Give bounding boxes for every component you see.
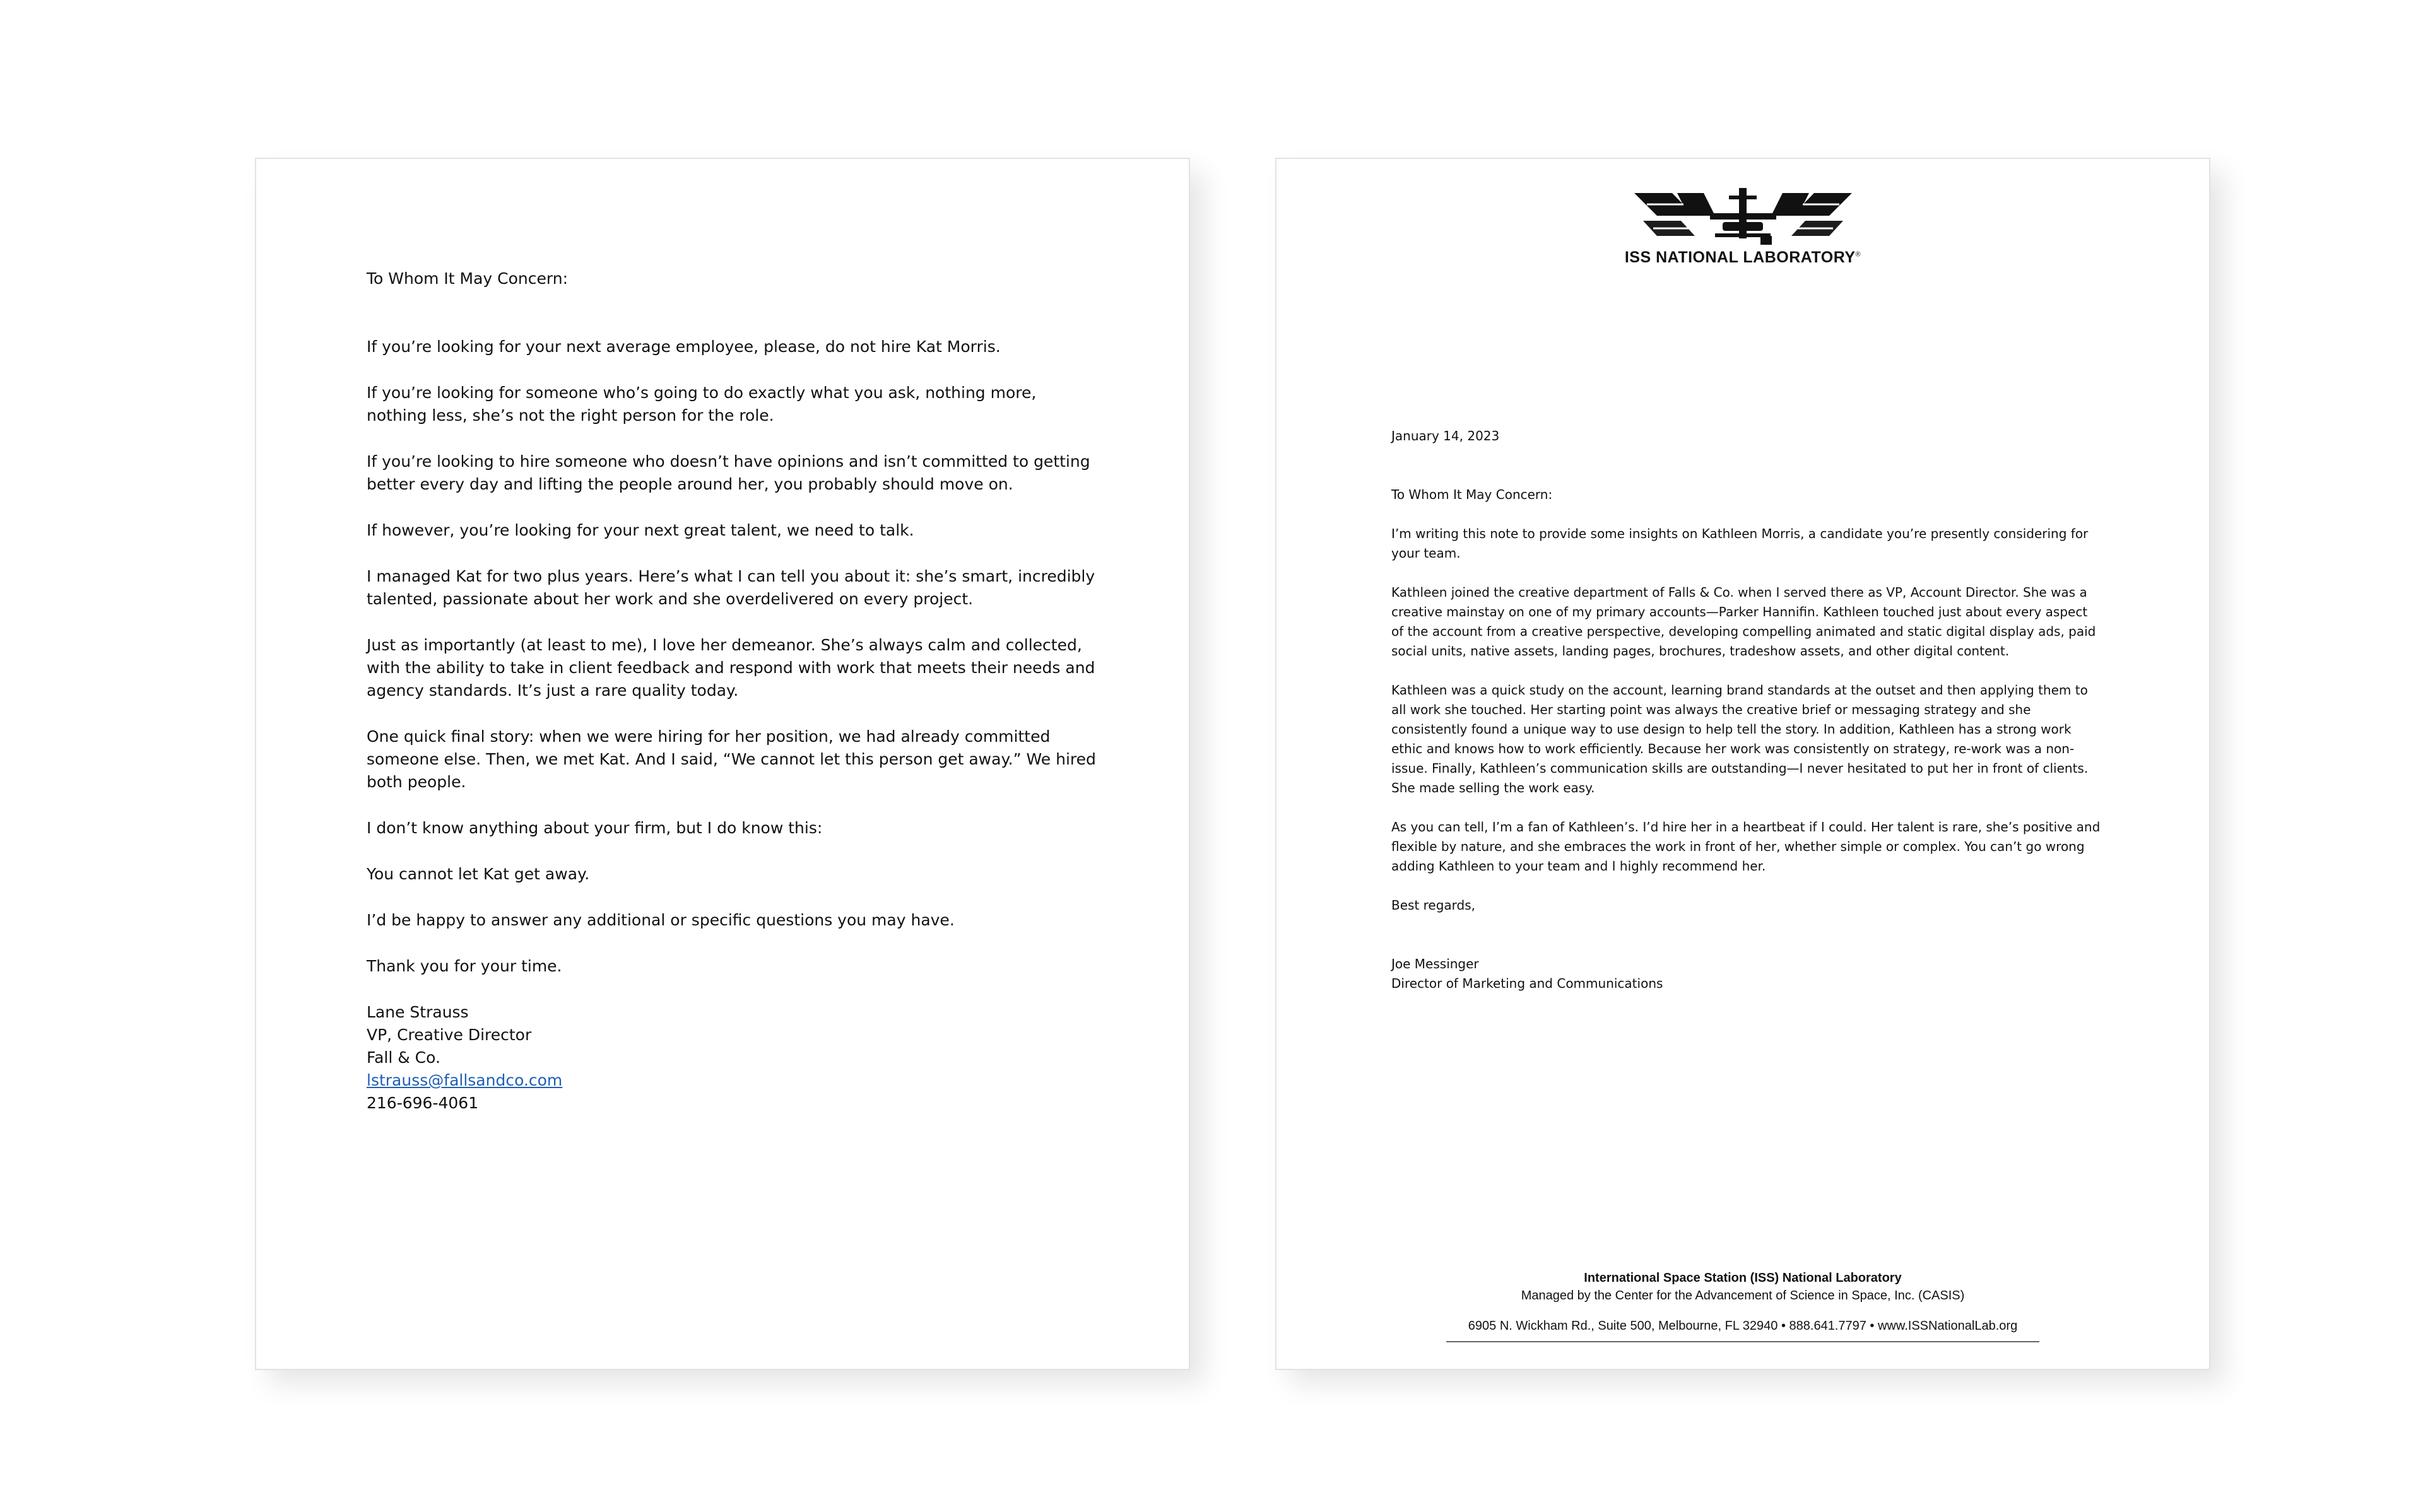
letter-date: January 14, 2023 bbox=[1391, 428, 1500, 443]
paragraph: If you’re looking for your next average employee, please, do not hire Kat Morris. bbox=[367, 337, 1001, 356]
paragraph: Just as importantly (at least to me), I love her demeanor. She’s always calm and collected, with the ability to take in client feedback and respond with work that meets their needs and agency standards. It’s just a rare quality today. bbox=[367, 636, 1095, 700]
logo-wordmark: ISS NATIONAL LABORATORY® bbox=[1624, 249, 1861, 266]
paragraph: One quick final story: when we were hiring for her position, we had already committed someone else. Then, we met Kat. And I said, “We cannot let this person get away.” We hired both people. bbox=[367, 727, 1096, 791]
signature-title: Director of Marketing and Communications bbox=[1391, 976, 1663, 991]
salutation: To Whom It May Concern: bbox=[367, 269, 569, 288]
footer-address: 6905 N. Wickham Rd., Suite 500, Melbourne, FL 32940 • 888.641.7797 • www.ISSNationalLab.org bbox=[1468, 1319, 2018, 1333]
paragraph: Thank you for your time. bbox=[367, 957, 562, 975]
recommendation-letter-joe-messinger bbox=[1275, 158, 2210, 1370]
paragraph: Kathleen joined the creative department of Falls & Co. when I served there as VP, Account Director. She was a creative mainstay on one of my primary accounts—Parker Hannifin. Kathleen touched just about every aspect of the account from a creative perspective, developing compelling animated and static digital display ads, paid social units, native assets, landing pages, brochures, tradeshow assets, and other digital content. bbox=[1391, 585, 2096, 659]
letterhead-logo bbox=[1276, 185, 2209, 267]
trademark-symbol: ® bbox=[1855, 250, 1861, 259]
signature-name: Joe Messinger bbox=[1391, 956, 1479, 971]
paragraph: If you’re looking to hire someone who doesn’t have opinions and isn’t committed to getting better every day and lifting the people around her, you probably should move on. bbox=[367, 452, 1090, 493]
paragraph: As you can tell, I’m a fan of Kathleen’s. I’d hire her in a heartbeat if I could. Her talent is rare, she’s positive and flexible by nature, and she embraces the work in front of her, whether simple or complex. You can’t go wrong adding Kathleen to your team and I highly recommend her. bbox=[1391, 819, 2101, 874]
recommendation-letter-lane-strauss bbox=[255, 158, 1190, 1370]
paragraph: I’m writing this note to provide some insights on Kathleen Morris, a candidate you’re presently considering for your team. bbox=[1391, 526, 2089, 561]
footer-org-name: International Space Station (ISS) National Laboratory bbox=[1584, 1271, 1902, 1285]
paragraph: Kathleen was a quick study on the account, learning brand standards at the outset and then applying them to all work she touched. Her starting point was always the creative brief or messaging strategy and she consistently found a unique way to use design to help tell the story. In addition, Kathleen has a strong work ethic and knows how to work efficiently. Because her work was consistently on strategy, re-work was a non-issue. Finally, Kathleen’s communication skills are outstanding—I never hesitated to put her in front of clients. She made selling the work easy. bbox=[1391, 683, 2089, 795]
signature-company: Fall & Co. bbox=[367, 1048, 440, 1067]
paragraph: I don’t know anything about your firm, but I do know this: bbox=[367, 819, 823, 837]
letter-body bbox=[367, 267, 1099, 1115]
paragraph: You cannot let Kat get away. bbox=[367, 865, 590, 883]
signature-email-link[interactable]: lstrauss@fallsandco.com bbox=[367, 1071, 563, 1089]
salutation: To Whom It May Concern: bbox=[1391, 487, 1553, 502]
paragraph: If however, you’re looking for your next great talent, we need to talk. bbox=[367, 521, 914, 539]
signature-phone: 216-696-4061 bbox=[367, 1094, 479, 1112]
signature-name: Lane Strauss bbox=[367, 1003, 469, 1021]
paragraph: If you’re looking for someone who’s going to do exactly what you ask, nothing more, nothing less, she’s not the right person for the role. bbox=[367, 384, 1037, 425]
footer-divider bbox=[1446, 1341, 2039, 1342]
footer-managed-by: Managed by the Center for the Advancement of Science in Space, Inc. (CASIS) bbox=[1521, 1289, 1965, 1303]
closing: Best regards, bbox=[1391, 898, 1476, 913]
signature-title: VP, Creative Director bbox=[367, 1026, 532, 1044]
paragraph: I’d be happy to answer any additional or specific questions you may have. bbox=[367, 911, 955, 929]
letter-body bbox=[1391, 426, 2101, 993]
letterhead-footer bbox=[1276, 1269, 2209, 1342]
space-station-icon bbox=[1634, 185, 1852, 247]
paragraph: I managed Kat for two plus years. Here’s what I can tell you about it: she’s smart, incredibly talented, passionate about her work and she overdelivered on every project. bbox=[367, 567, 1095, 608]
